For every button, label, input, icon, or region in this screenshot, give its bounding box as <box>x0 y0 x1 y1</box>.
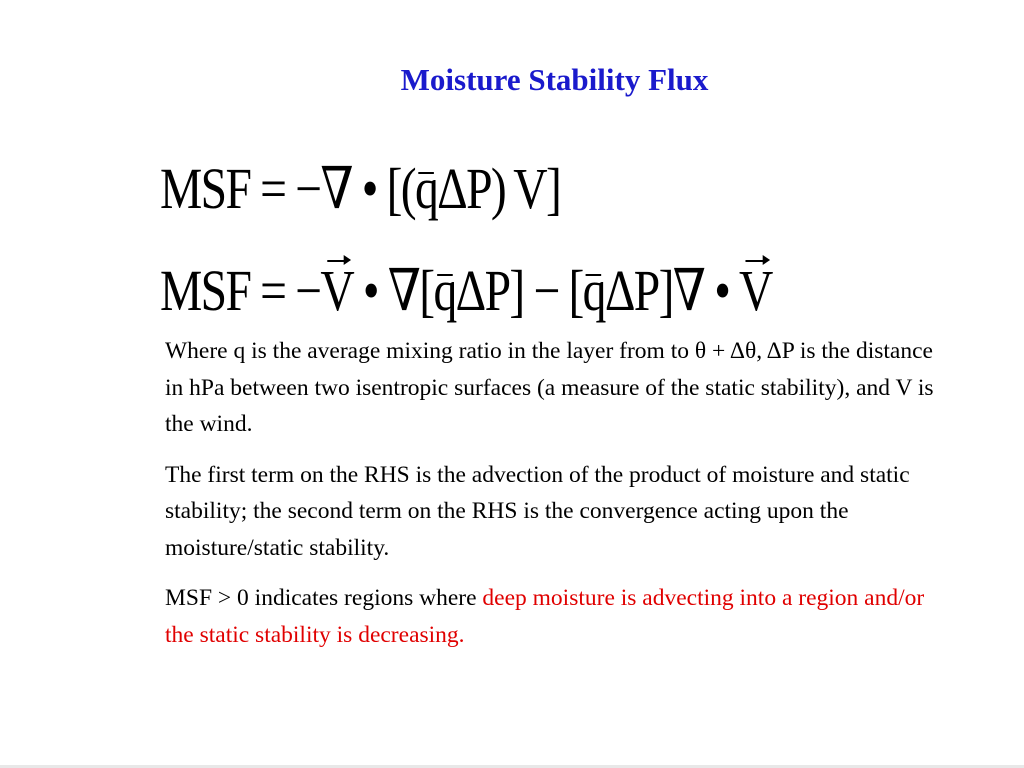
eq2-nabla-open: ∇[ <box>387 258 434 323</box>
eq1-open: [( <box>386 156 416 221</box>
paragraph-interpretation <box>165 580 940 653</box>
eq1-neg-nabla: −∇ <box>295 156 352 221</box>
interpretation-text: MSF > 0 indicates regions where <box>165 585 483 611</box>
eq2-q-bar-1: q <box>433 258 456 323</box>
equation-2 <box>160 258 772 323</box>
eq2-vector-v2: V <box>739 258 772 323</box>
paragraph-definitions: Where q is the average mixing ratio in the layer from to θ + Δθ, ΔP is the distance in hPa between two isentropic surfaces (a measure of the static stability), and V is the wind. <box>165 338 934 437</box>
eq2-neg: − <box>295 258 321 323</box>
eq2-delta-p-2: ΔP]∇ <box>604 258 705 323</box>
slide-title: Moisture Stability Flux <box>400 62 709 97</box>
eq2-lhs: MSF <box>160 258 251 323</box>
eq2-open2: [ <box>568 258 583 323</box>
paragraph-terms: The first term on the RHS is the advection of the product of moisture and static stability; the second term on the RHS is the convergence acting upon the moisture/static stability. <box>165 461 910 561</box>
slide-body <box>165 333 940 667</box>
eq2-dot1: • <box>362 258 378 323</box>
eq2-equals: = <box>260 258 286 323</box>
eq2-q-bar-2: q <box>582 258 605 323</box>
eq2-delta-p-1: ΔP] <box>455 258 524 323</box>
eq1-delta-p: ΔP) <box>437 156 506 221</box>
eq1-dot: • <box>361 156 377 221</box>
interpretation-emphasis: deep moisture is advecting into a region and/or the static stability is decreasing. <box>165 585 925 648</box>
eq1-equals: = <box>260 156 286 221</box>
eq1-v: V] <box>513 156 561 221</box>
equation-1 <box>160 156 561 221</box>
eq1-lhs: MSF <box>160 156 251 221</box>
eq2-minus: − <box>533 258 559 323</box>
eq2-vector-v1: V <box>320 258 354 323</box>
eq1-q-bar: q <box>415 156 438 221</box>
eq2-dot2: • <box>714 258 730 323</box>
